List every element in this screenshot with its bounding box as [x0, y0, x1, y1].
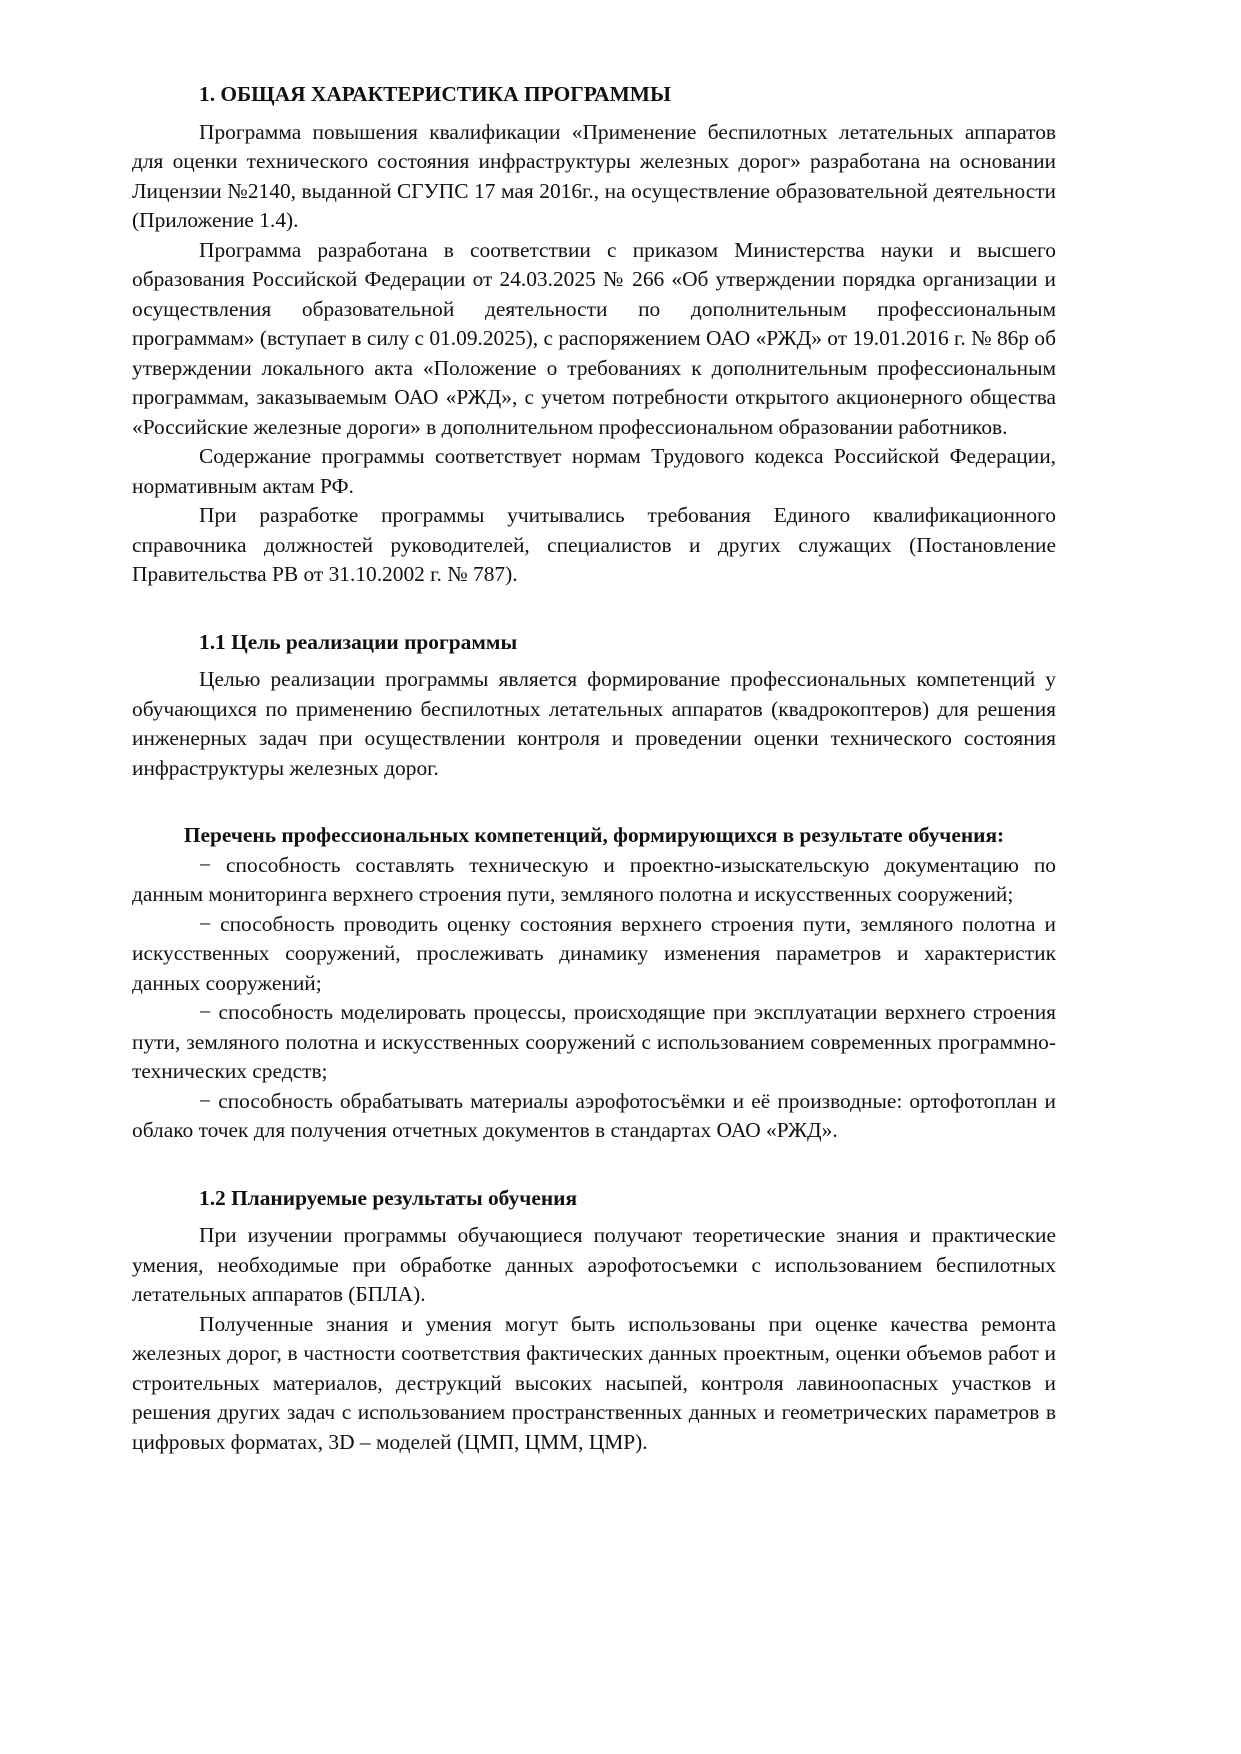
section-1-paragraph: Содержание программы соответствует нормам Трудового кодекса Российской Федерации, нормативным актам РФ. [132, 444, 1056, 498]
competency-item: − способность проводить оценку состояния верхнего строения пути, земляного полотна и искусственных сооружений, прослеживать динамику изменения параметров и характеристик данных сооружений; [132, 911, 1056, 995]
section-1-1-paragraph: Целью реализации программы является формирование профессиональных компетенций у обучающихся по применению беспилотных летательных аппаратов (квадрокоптеров) для решения инженерных задач при осуществлении контроля и проведении оценки технического состояния инфраструктуры железных дорог. [132, 667, 1056, 780]
section-1-2-paragraph: При изучении программы обучающиеся получают теоретические знания и практические умения, необходимые при обработке данных аэрофотосъемки с использованием беспилотных летательных аппаратов (БПЛА). [132, 1223, 1056, 1306]
section-1-2-paragraph: Полученные знания и умения могут быть использованы при оценке качества ремонта железных дорог, в частности соответствия фактических данных проектным, оценки объемов работ и строительных материалов, деструкций высоких насыпей, контроля лавиноопасных участков и решения других задач с использованием пространственных данных и геометрических параметров в цифровых форматах, 3D – моделей (ЦМП, ЦММ, ЦМР). [132, 1311, 1056, 1454]
section-1-2-heading: 1.2 Планируемые результаты обучения [199, 1185, 578, 1210]
section-1-heading: 1. ОБЩАЯ ХАРАКТЕРИСТИКА ПРОГРАММЫ [199, 82, 671, 106]
section-1-paragraph: Программа повышения квалификации «Применение беспилотных летательных аппаратов для оценки технического состояния инфраструктуры железных дорог» разработана на основании Лицензии №2140, выданной СГУПС 17 мая 2016г., на осуществление образовательной деятельности (Приложение 1.4). [132, 119, 1056, 232]
competency-item: − способность обрабатывать материалы аэрофотосъёмки и её производные: ортофотоплан и облако точек для получения отчетных документов в стандартах ОАО «РЖД». [132, 1088, 1056, 1142]
competency-item: − способность моделировать процессы, происходящие при эксплуатации верхнего строения пути, земляного полотна и искусственных сооружений с использованием современных программно-технических средств; [132, 1000, 1056, 1083]
competency-item: − способность составлять техническую и проектно-изыскательскую документацию по данным мониторинга верхнего строения пути, земляного полотна и искусственных сооружений; [132, 852, 1056, 906]
section-1-1-heading: 1.1 Цель реализации программы [199, 629, 518, 654]
document-page [132, 80, 1056, 1457]
section-1-paragraph: Программа разработана в соответствии с приказом Министерства науки и высшего образования Российской Федерации от 24.03.2025 № 266 «Об утверждении порядка организации и осуществления образовательной деятельности по дополнительным профессиональным программам» (вступает в силу с 01.09.2025), с распоряжением ОАО «РЖД» от 19.01.2016 г. № 86р об утверждении локального акта «Положение о требованиях к дополнительным профессиональным программам, заказываемым ОАО «РЖД», с учетом потребности открытого акционерного общества «Российские железные дороги» в дополнительном профессиональном образовании работников. [132, 237, 1056, 439]
competencies-heading: Перечень профессиональных компетенций, формирующихся в результате обучения: [183, 823, 1005, 847]
section-1-paragraph: При разработке программы учитывались требования Единого квалификационного справочника должностей руководителей, специалистов и других служащих (Постановление Правительства РВ от 31.10.2002 г. № 787). [132, 503, 1056, 586]
